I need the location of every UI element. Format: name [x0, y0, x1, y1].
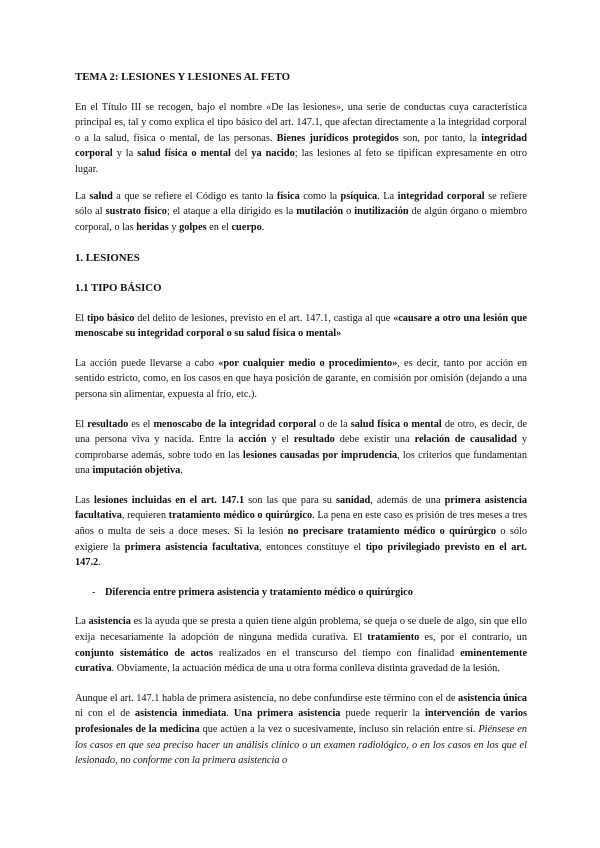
bold-text: resultado	[87, 418, 129, 430]
bold-text: Una primera asistencia	[233, 708, 341, 720]
bold-text: no precisare tratamiento médico o quirúrgico	[287, 526, 496, 538]
bold-text: sanidad	[335, 494, 371, 506]
text-run: .	[98, 557, 101, 569]
text-run: . La	[377, 190, 398, 202]
text-run: .	[226, 708, 234, 720]
bold-text: conjunto sistemático de actos	[75, 647, 213, 659]
bullet-dash: -	[92, 586, 96, 598]
bold-text: integridad corporal	[397, 190, 485, 202]
bold-text: tipo básico	[86, 312, 135, 324]
bold-text: resultado	[293, 434, 335, 446]
text-run: del	[230, 148, 252, 160]
text-run: y el	[266, 434, 294, 446]
text-run: puede requerir la	[340, 708, 425, 720]
bold-text: eminentemente curativa	[75, 647, 528, 675]
bold-text: menoscabo de la integridad corporal	[153, 418, 317, 430]
text-run: La acción puede llevarse a cabo	[75, 357, 219, 369]
paragraph-asistencia	[75, 614, 527, 676]
text-run: como la	[299, 190, 341, 202]
paragraph-lesiones-incluidas	[75, 493, 527, 571]
bold-text: relación de causalidad	[414, 434, 517, 446]
text-run: o	[343, 206, 355, 218]
text-run: ni con el de	[75, 708, 135, 720]
text-run: . La pena en este caso es prisión de tres meses a tres años o multa de seis a doce meses. Si la lesión	[75, 510, 528, 538]
text-run: , entonces constituye el	[259, 541, 366, 553]
text-run: ; el ataque a ella dirigido es la	[166, 206, 297, 218]
text-run: La	[75, 190, 90, 202]
text-run: o de la	[316, 418, 351, 430]
bold-text: intervención de varios profesionales de la medicina	[75, 708, 528, 735]
text-run: que actúen a la vez o sucesivamente, incluso sin relación entre sí.	[199, 724, 479, 735]
bold-text: sustrato físico	[105, 206, 167, 218]
text-run: y la	[112, 148, 138, 160]
document-page	[75, 70, 527, 769]
bold-text: salud	[89, 190, 113, 202]
bold-text: asistencia	[88, 616, 131, 628]
bold-text: heridas	[136, 221, 169, 233]
bold-text: tratamiento	[367, 632, 420, 644]
bold-text: acción	[238, 434, 267, 446]
bold-text: física	[276, 190, 300, 202]
text-run: y comprobarse además, sobre todo en las	[75, 434, 527, 461]
text-run: a que se refiere el Código es tanto la	[112, 190, 277, 202]
text-run: Las	[75, 494, 94, 506]
text-run: de algún órgano o miembro corporal, o las	[75, 206, 528, 233]
bold-text: cuerpo	[231, 221, 262, 233]
bold-text: asistencia única	[458, 692, 527, 704]
bold-text: inutilización	[354, 206, 409, 218]
bullet-item	[75, 585, 527, 601]
bold-text: golpes	[179, 221, 207, 233]
text-run: de otro, es decir, de una persona viva y nacida. Entre la	[75, 418, 527, 446]
text-run: son, por tanto, la	[398, 132, 482, 144]
section-heading-lesiones: 1. LESIONES	[75, 252, 140, 265]
text-run: La	[75, 616, 89, 628]
bold-text: «por cualquier medio o procedimiento»	[218, 357, 398, 369]
text-run: debe existir una	[334, 434, 415, 446]
text-run: , requieren	[121, 510, 169, 522]
paragraph-primera-asistencia	[75, 691, 527, 769]
text-run: . Obviamente, la actuación médica de una u otra forma conlleva distinta gravedad de la lesión.	[111, 663, 500, 675]
text-run: es, por el contrario, un	[419, 632, 527, 644]
bold-text: integridad corporal	[75, 132, 527, 160]
bold-text: mutilación	[296, 206, 344, 218]
text-run: es el	[128, 418, 154, 430]
bold-text: lesiones incluidas en el art. 147.1	[93, 494, 245, 506]
text-run: se refiere sólo al	[75, 190, 527, 218]
bold-text: psíquica	[340, 190, 378, 202]
bold-text: salud física o mental	[350, 418, 442, 430]
text-run: .	[180, 465, 183, 477]
italic-text: Piénsese en los casos en que sea preciso hacer un análisis clínico o un examen radiológico, o en los casos en los que el lesionado, no conforme con la primera asistencia o	[75, 724, 527, 767]
text-run: .	[261, 221, 265, 233]
text-run: o sólo exigiere la	[75, 526, 527, 553]
text-run: y	[168, 221, 180, 233]
text-run: , además de una	[370, 494, 445, 506]
text-run: realizados en el transcurso del tiempo con finalidad	[212, 647, 461, 659]
paragraph-intro	[75, 100, 527, 178]
bold-text: salud física o mental	[137, 148, 231, 160]
bold-text: asistencia inmediata	[134, 708, 227, 720]
bold-text: Bienes jurídicos protegidos	[276, 132, 399, 144]
bold-text: «causare a otro una lesión que menoscabe su integridad corporal o su salud física o mental»	[75, 312, 527, 340]
bold-text: imputación objetiva	[92, 465, 181, 477]
text-run: , los criterios que fundamentan una	[75, 449, 528, 477]
bold-text: primera asistencia facultativa	[75, 494, 527, 522]
bold-text: ya nacido	[251, 148, 295, 160]
bold-text: tratamiento médico o quirúrgico	[168, 510, 313, 522]
bold-text: lesiones causadas por imprudencia	[242, 449, 398, 461]
paragraph-salud	[75, 189, 527, 236]
bold-text: primera asistencia facultativa	[124, 541, 260, 553]
text-run: Aunque el art. 147.1 habla de primera asistencia, no debe confundirse este término con el de	[75, 692, 459, 704]
document-title: TEMA 2: LESIONES Y LESIONES AL FETO	[75, 71, 291, 83]
paragraph-accion	[75, 356, 527, 403]
bullet-heading: Diferencia entre primera asistencia y tratamiento médico o quirúrgico	[105, 586, 413, 598]
text-run: es la ayuda que se presta a quien tiene algún problema, se queja o se duele de algo, sin que ello exija necesariamente la adopción de ninguna medida curativa. El	[75, 616, 527, 644]
text-run: , es decir, tanto por acción en sentido estricto, como, en los casos en que haya posición de garante, en comisión por omisión (dejando a una persona sin alimentar, expuesta al frío, etc.).	[75, 357, 527, 400]
text-run: El	[75, 312, 87, 324]
text-run: del delito de lesiones, previsto en el art. 147.1, castiga al que	[134, 312, 394, 324]
text-run: son las que para su	[244, 494, 336, 506]
paragraph-resultado	[75, 417, 527, 479]
text-run: ; las lesiones al feto se tipifican expresamente en otro lugar.	[75, 148, 528, 175]
text-run: El	[75, 418, 88, 430]
text-run: en el	[206, 221, 232, 233]
bold-text: tipo privilegiado previsto en el art. 147.2	[75, 541, 527, 569]
paragraph-tipo-basico	[75, 311, 527, 342]
subsection-heading-tipo-basico: 1.1 TIPO BÁSICO	[75, 281, 162, 294]
text-run: En el Título III se recogen, bajo el nombre «De las lesiones», una serie de conductas cuya característica principal es, tal y como explica el tipo básico del art. 147.1, que afectan directamente a la integridad corporal o a la salud, física o mental, de las personas.	[75, 101, 527, 144]
